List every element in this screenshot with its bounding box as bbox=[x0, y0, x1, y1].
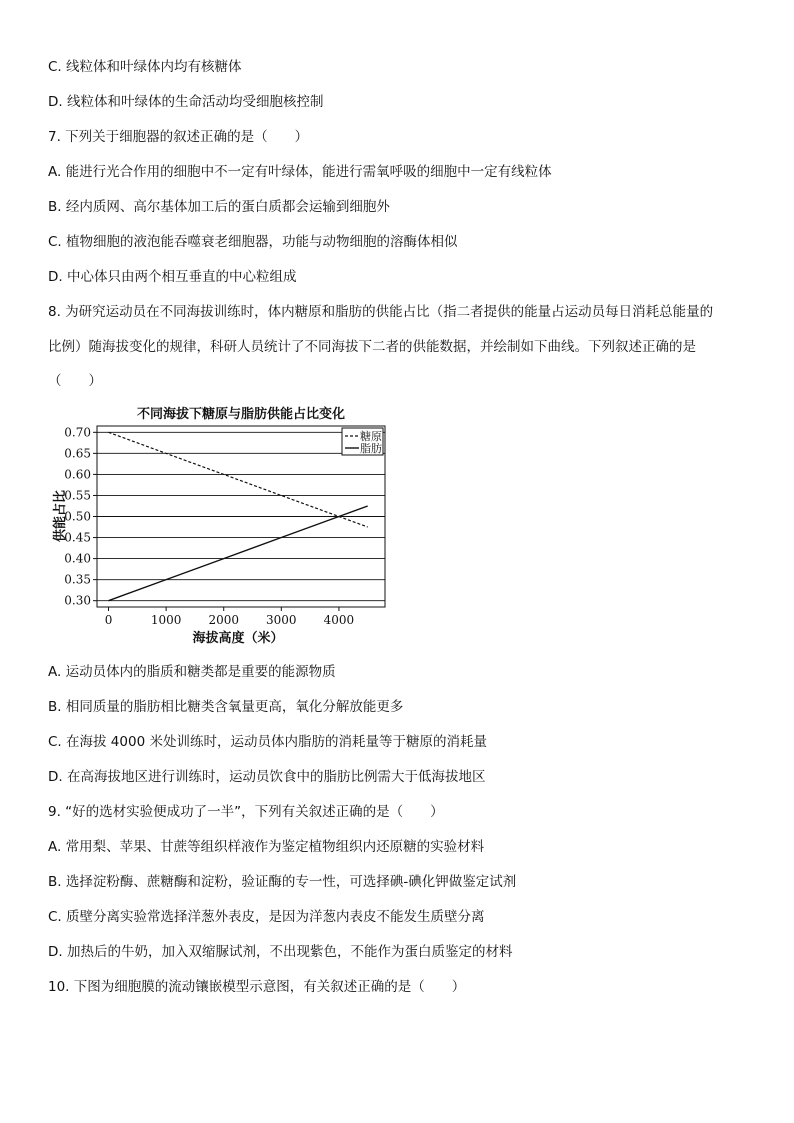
y-tick-label: 0.50 bbox=[64, 509, 91, 524]
series-line-糖原 bbox=[109, 432, 368, 527]
x-axis-ticks bbox=[105, 607, 354, 627]
question-8-option-b: B. 相同质量的脂肪相比糖类含氧量更高，氧化分解放能更多 bbox=[48, 699, 404, 715]
legend-label: 脂肪 bbox=[360, 442, 382, 455]
y-tick-label: 0.30 bbox=[64, 593, 91, 608]
y-tick-label: 0.55 bbox=[64, 488, 91, 503]
legend bbox=[342, 428, 383, 455]
altitude-energy-chart bbox=[40, 400, 400, 654]
chart-svg bbox=[40, 400, 400, 650]
question-7-option-c: C. 植物细胞的液泡能吞噬衰老细胞器，功能与动物细胞的溶酶体相似 bbox=[48, 234, 458, 250]
question-8-answer-blank: （ ） bbox=[48, 373, 102, 389]
question-8-option-a: A. 运动员体内的脂质和糖类都是重要的能源物质 bbox=[48, 664, 336, 680]
y-axis-label: 供能占比 bbox=[53, 489, 68, 543]
y-axis-ticks bbox=[64, 425, 97, 607]
x-tick-label: 0 bbox=[104, 613, 113, 627]
x-tick-label: 4000 bbox=[323, 613, 355, 627]
y-tick-label: 0.40 bbox=[64, 551, 91, 566]
series-line-脂肪 bbox=[109, 506, 368, 601]
question-8-option-c: C. 在海拔 4000 米处训练时，运动员体内脂肪的消耗量等于糖原的消耗量 bbox=[48, 734, 487, 750]
question-9-stem: 9. “好的选材实验便成功了一半”，下列有关叙述正确的是（ ） bbox=[48, 804, 444, 820]
x-tick-label: 1000 bbox=[150, 613, 182, 627]
question-9-option-d: D. 加热后的牛奶，加入双缩脲试剂，不出现紫色，不能作为蛋白质鉴定的材料 bbox=[48, 944, 513, 960]
y-tick-label: 0.65 bbox=[64, 446, 91, 461]
y-tick-label: 0.60 bbox=[64, 467, 91, 482]
question-7-stem: 7. 下列关于细胞器的叙述正确的是（ ） bbox=[48, 129, 309, 145]
x-axis-label: 海拔高度（米） bbox=[192, 631, 284, 646]
question-10-stem: 10. 下图为细胞膜的流动镶嵌模型示意图，有关叙述正确的是（ ） bbox=[48, 979, 466, 995]
question-6-option-d: D. 线粒体和叶绿体的生命活动均受细胞核控制 bbox=[48, 94, 324, 110]
question-9-option-c: C. 质壁分离实验常选择洋葱外表皮，是因为洋葱内表皮不能发生质壁分离 bbox=[48, 909, 485, 925]
y-tick-label: 0.35 bbox=[64, 572, 91, 587]
y-tick-label: 0.45 bbox=[64, 530, 91, 545]
y-tick-label: 0.70 bbox=[64, 425, 91, 440]
question-8-option-d: D. 在高海拔地区进行训练时，运动员饮食中的脂肪比例需大于低海拔地区 bbox=[48, 769, 486, 785]
grid-lines bbox=[97, 432, 385, 600]
chart-title: 不同海拔下糖原与脂肪供能占比变化 bbox=[136, 407, 346, 422]
x-tick-label: 2000 bbox=[208, 613, 239, 627]
x-tick-label: 3000 bbox=[266, 613, 297, 627]
question-9-option-a: A. 常用梨、苹果、甘蔗等组织样液作为鉴定植物组织内还原糖的实验材料 bbox=[48, 839, 485, 855]
legend-label: 糖原 bbox=[360, 430, 382, 443]
question-8-stem-line-1: 8. 为研究运动员在不同海拔训练时，体内糖原和脂肪的供能占比（指二者提供的能量占运动员每日消耗总能量的 bbox=[48, 304, 714, 320]
question-7-option-a: A. 能进行光合作用的细胞中不一定有叶绿体，能进行需氧呼吸的细胞中一定有线粒体 bbox=[48, 164, 552, 180]
question-6-option-c: C. 线粒体和叶绿体内均有核糖体 bbox=[48, 59, 242, 75]
question-7-option-b: B. 经内质网、高尔基体加工后的蛋白质都会运输到细胞外 bbox=[48, 199, 390, 215]
question-7-option-d: D. 中心体只由两个相互垂直的中心粒组成 bbox=[48, 269, 297, 285]
question-8-stem-line-2: 比例）随海拔变化的规律，科研人员统计了不同海拔下二者的供能数据，并绘制如下曲线。下列叙述正确的是 bbox=[48, 339, 696, 355]
question-9-option-b: B. 选择淀粉酶、蔗糖酶和淀粉，验证酶的专一性，可选择碘-碘化钾做鉴定试剂 bbox=[48, 874, 517, 890]
